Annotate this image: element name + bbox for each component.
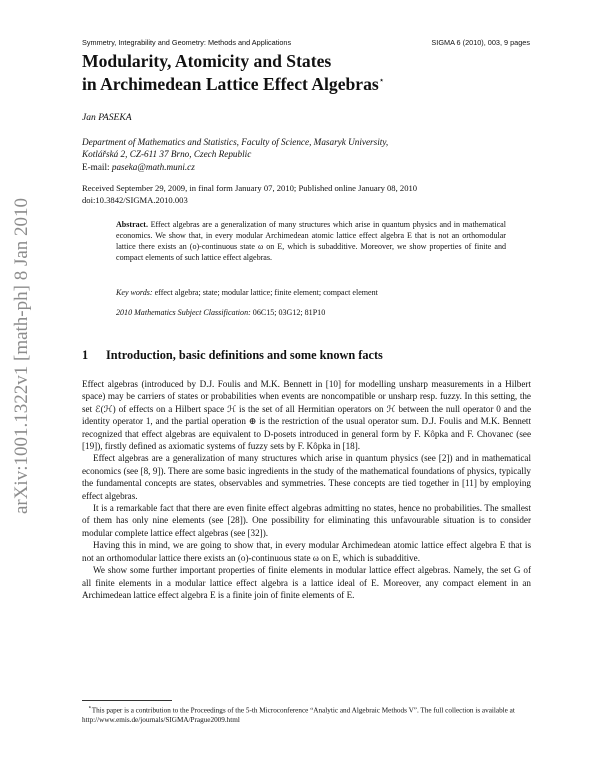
email-line (82, 161, 532, 173)
section-title: Introduction, basic definitions and some known facts (106, 348, 383, 362)
abstract-label: Abstract. (116, 220, 148, 229)
section-number: 1 (82, 348, 89, 362)
paragraph: Effect algebras are a generalization of many structures which arise in quantum physics (see [2]) and in mathematical economics (see [8, 9]). There are some basic ingredients in the study of the mathematical foundations of physics, typically the fundamental concepts are states, observables and symmetries. These concepts are tied together in [11] by employing effect algebras. (82, 453, 531, 501)
keywords-label: Key words: (116, 288, 153, 297)
title-footnote-mark: ⋆ (378, 75, 385, 85)
affiliation-line-2: Kotlářská 2, CZ-611 37 Brno, Czech Republic (82, 149, 252, 160)
keywords (116, 288, 516, 297)
author-name: Jan PASEKA (82, 112, 132, 123)
affiliation-line-1: Department of Mathematics and Statistics, Faculty of Science, Masaryk University, (82, 137, 389, 147)
title-line-2 (82, 71, 522, 94)
received-dates: Received September 29, 2009, in final form January 07, 2010; Published online January 08, 2010 (82, 183, 418, 193)
email-label: E-mail: (82, 161, 110, 172)
affiliation (82, 136, 532, 173)
abstract (116, 220, 506, 264)
running-header (82, 38, 530, 47)
email-link[interactable]: paseka@math.muni.cz (111, 161, 195, 172)
journal-name: Symmetry, Integrability and Geometry: Methods and Applications (82, 38, 292, 47)
paragraph: Effect algebras (introduced by D.J. Foulis and M.K. Bennett in [10] for modelling unsharp measurements in a Hilbert space) may be carriers of states or probabilities when events are noncompatible or unsharp resp. fuzzy. In this setting, the set ℰ(ℋ) of effects on a Hilbert space ℋ is the set of all Hermitian operators on ℋ between the null operator 0 and the identity operator 1, and the partial operation ⊕ is the restriction of the usual operator sum. D.J. Foulis and M.K. Bennett recognized that effect algebras are equivalent to D-posets introduced in general form by F. Kôpka and F. Chovanec (see [19]), firstly defined as axiomatic systems of fuzzy sets by F. Kôpka in [18]. (82, 379, 531, 452)
arxiv-stamp: arXiv:1001.1322v1 [math-ph] 8 Jan 2010 (11, 197, 32, 515)
journal-citation: SIGMA 6 (2010), 003, 9 pages (431, 38, 530, 47)
footnote-mark: ⋆ (88, 705, 92, 711)
keywords-text: effect algebra; state; modular lattice; finite element; compact element (154, 288, 378, 297)
footnote (82, 704, 531, 725)
publication-info (82, 182, 532, 207)
paragraph: We show some further important properties of finite elements in modular lattice effect algebras. Namely, the set G of all finite elements in a modular lattice effect algebra is a lattice ideal of E. Moreover, any compact element in an Archimedean lattice effect algebra E is a finite join of finite elements of E. (82, 565, 531, 600)
footnote-text: This paper is a contribution to the Proceedings of the 5-th Microconference “Analytic and Algebraic Methods V”. The full collection is available at http://www.emis.de/journals/SIGMA/Prague2009.html (82, 706, 515, 724)
doi[interactable]: doi:10.3842/SIGMA.2010.003 (82, 195, 188, 206)
title-line-2-text: in Archimedean Lattice Effect Algebras (82, 73, 379, 94)
paper-title (82, 52, 522, 94)
paragraph: It is a remarkable fact that there are even finite effect algebras admitting no states, hence no probabilities. The smallest of them has only nine elements (see [28]). One possibility for eliminating this unfavourable situation is to consider modular complete lattice effect algebras (see [32]). (82, 503, 531, 538)
title-line-1: Modularity, Atomicity and States (82, 51, 332, 71)
msc-label: 2010 Mathematics Subject Classification: (116, 308, 251, 317)
msc-text: 06C15; 03G12; 81P10 (252, 308, 326, 317)
section-heading (82, 348, 532, 363)
msc-classification (116, 308, 516, 317)
footnote-divider (82, 700, 172, 701)
abstract-text: Effect algebras are a generalization of many structures which arise in quantum physics and in mathematical economics. We show that, in every modular Archimedean atomic lattice effect algebra E that is not an orthomodular lattice there exists an (o)-continuous state ω on E, which is subadditive. Moreover, we show properties of finite and compact elements of such lattice effect algebras. (116, 220, 506, 262)
body-text (82, 378, 531, 601)
paragraph: Having this in mind, we are going to show that, in every modular Archimedean atomic lattice effect algebra E that is not an orthomodular lattice there exists an (o)-continuous state ω on E, which is subadditive. (82, 540, 531, 563)
